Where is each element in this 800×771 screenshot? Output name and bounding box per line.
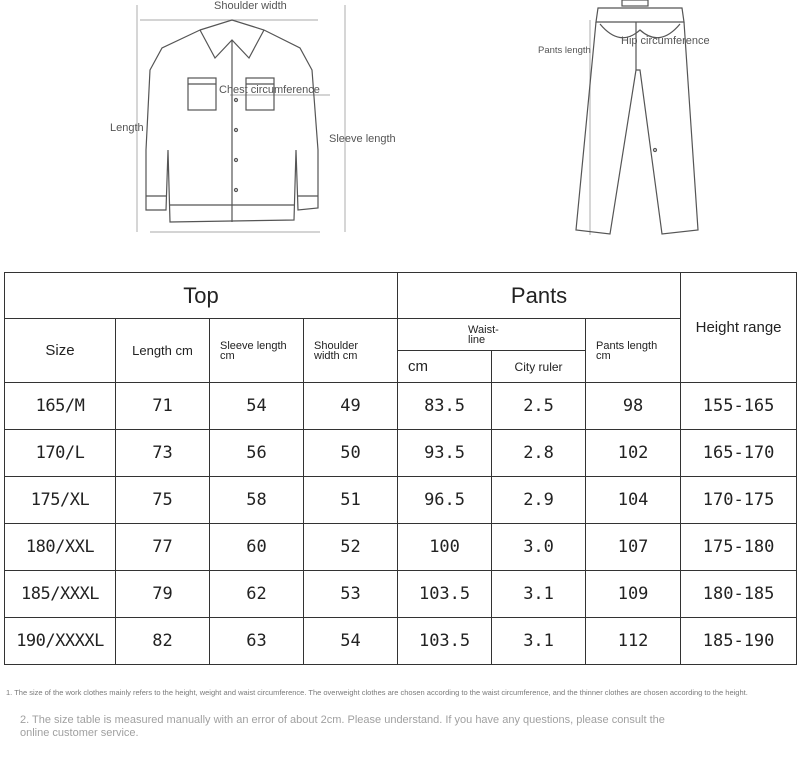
pants-length-label: Pants length [538,45,591,56]
table-row [5,524,797,571]
table-row [5,477,797,524]
sleeve-length-header-line1: Sleeve length [220,339,287,352]
city-ruler-header: City ruler [492,351,586,383]
cell-waist-cm: 96.5 [398,477,492,524]
pants-length-header-line1: Pants length [596,339,658,352]
cell-pants-length: 107 [586,524,681,571]
size-header: Size [5,319,116,383]
cell-city-ruler: 2.8 [492,430,586,477]
cell-length: 71 [116,383,210,430]
cell-pants-length: 109 [586,571,681,618]
cell-waist-cm: 103.5 [398,618,492,665]
cell-size: 170/L [5,430,116,477]
shoulder-width-header-line2: width cm [314,349,358,362]
table-row [5,383,797,430]
cell-height: 165-170 [681,430,797,477]
cell-waist-cm: 100 [398,524,492,571]
length-label: Length [110,122,144,134]
cell-waist-cm: 83.5 [398,383,492,430]
cell-shoulder: 51 [304,477,398,524]
shoulder-width-header [304,319,398,383]
sleeve-length-header [210,319,304,383]
cell-size: 185/XXXL [5,571,116,618]
cell-sleeve: 56 [210,430,304,477]
cell-sleeve: 60 [210,524,304,571]
shoulder-width-label: Shoulder width [214,0,287,12]
cell-shoulder: 52 [304,524,398,571]
cell-height: 170-175 [681,477,797,524]
cell-pants-length: 98 [586,383,681,430]
cell-shoulder: 53 [304,571,398,618]
shoulder-width-header-line1: Shoulder [314,339,359,352]
cell-height: 175-180 [681,524,797,571]
waist-cm-header: cm [398,351,492,383]
waistline-header-line1: Waist- [468,323,499,336]
jacket-drawing [137,5,345,232]
table-row [5,430,797,477]
cell-city-ruler: 2.9 [492,477,586,524]
pants-length-header [586,319,681,383]
waistline-header [398,319,586,351]
height-range-header: Height range [681,273,797,383]
cell-city-ruler: 3.1 [492,618,586,665]
cell-pants-length: 104 [586,477,681,524]
hip-circumference-label: Hip circumference [621,35,710,47]
cell-sleeve: 58 [210,477,304,524]
cell-height: 180-185 [681,571,797,618]
cell-length: 77 [116,524,210,571]
cell-pants-length: 112 [586,618,681,665]
size-note-1: 1. The size of the work clothes mainly refers to the height, weight and waist circumference. The overweight clothes are chosen according to the waist circumference, and the thinner clothes are chosen according to the height. [6,688,748,697]
cell-shoulder: 54 [304,618,398,665]
cell-sleeve: 54 [210,383,304,430]
sleeve-length-label: Sleeve length [329,133,396,145]
size-chart-table [4,272,797,665]
cell-pants-length: 102 [586,430,681,477]
cell-city-ruler: 2.5 [492,383,586,430]
cell-length: 79 [116,571,210,618]
cell-height: 185-190 [681,618,797,665]
cell-sleeve: 63 [210,618,304,665]
table-row [5,618,797,665]
cell-city-ruler: 3.0 [492,524,586,571]
waistline-header-line2: line [468,333,486,346]
pants-length-header-line2: cm [596,349,611,362]
pants-group-header: Pants [398,273,681,319]
cell-size: 175/XL [5,477,116,524]
cell-size: 165/M [5,383,116,430]
cell-city-ruler: 3.1 [492,571,586,618]
group-header-row [5,273,797,319]
table-row [5,571,797,618]
cell-shoulder: 50 [304,430,398,477]
length-header: Length cm [116,319,210,383]
size-note-2: 2. The size table is measured manually with an error of about 2cm. Please understand. If you have any questions, please consult the online customer service. [20,714,665,739]
chest-circumference-label: Chest circumference [219,84,320,96]
column-header-row [5,319,797,351]
cell-size: 190/XXXXL [5,618,116,665]
cell-size: 180/XXL [5,524,116,571]
cell-waist-cm: 103.5 [398,571,492,618]
cell-length: 75 [116,477,210,524]
cell-length: 82 [116,618,210,665]
top-group-header: Top [5,273,398,319]
sleeve-length-header-line2: cm [220,349,235,362]
cell-waist-cm: 93.5 [398,430,492,477]
cell-sleeve: 62 [210,571,304,618]
cell-height: 155-165 [681,383,797,430]
garment-illustration [0,0,800,270]
cell-length: 73 [116,430,210,477]
cell-shoulder: 49 [304,383,398,430]
